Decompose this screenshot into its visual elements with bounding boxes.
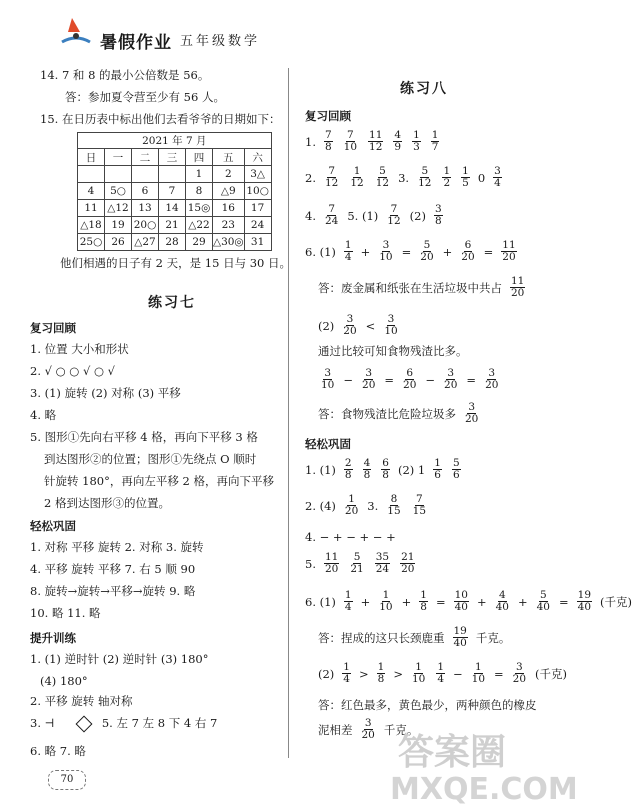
easy-3: 8. 旋转→旋转→平移→旋转 9. 略 — [30, 584, 196, 598]
fraction: $\frac{1}{3}$ — [413, 129, 420, 153]
fraction: $\frac{1}{12}$ — [350, 165, 364, 189]
calendar-cell: 10○ — [244, 183, 271, 200]
calendar-cell: △30◎ — [213, 234, 245, 251]
r-easy-5: 5. $\frac{11}{20}$ $\frac{5}{21}$ $\frac{35}{24}$ $\frac{21}{20}$ — [305, 551, 415, 575]
section-title-8: 练习八 — [400, 81, 448, 97]
calendar-cell: 15◎ — [186, 200, 213, 217]
calendar-cell: 24 — [244, 217, 271, 234]
weekday: 四 — [186, 149, 213, 166]
fraction: $\frac{3}{10}$ — [379, 239, 393, 263]
fraction: $\frac{7}{10}$ — [343, 129, 358, 153]
fraction: $\frac{1}{6}$ — [434, 457, 441, 481]
r-easy-6-eq: 6. (1) $\frac{1}{4}$ + $\frac{1}{10}$ + $\frac{1}{8}$ = $\frac{10}{40}$ + $\frac{4}{40}$ + $\frac{5}{40}$ = $\frac{19}{40}$ (千克) — [305, 589, 632, 613]
fraction: $\frac{1}{4}$ — [343, 661, 350, 685]
fraction: $\frac{1}{8}$ — [420, 589, 427, 613]
improve-4-row — [30, 716, 217, 730]
rotated-t-glyph: 3. ⊣ — [30, 716, 55, 730]
fraction: $\frac{1}{2}$ — [443, 165, 451, 189]
easy-heading: 轻松巩固 — [30, 519, 76, 533]
calendar-cell: 3△ — [244, 166, 271, 183]
fraction: $\frac{1}{7}$ — [431, 129, 439, 153]
calendar-cell — [78, 166, 105, 183]
fraction: $\frac{7}{24}$ — [324, 203, 339, 227]
column-divider — [288, 68, 289, 758]
fraction: $\frac{6}{20}$ — [461, 239, 475, 263]
r-q6-equation: 6. (1) $\frac{1}{4}$ + $\frac{3}{10}$ = $\frac{5}{20}$ + $\frac{6}{20}$ = $\frac{11}{20}$ — [305, 239, 516, 263]
r-q6-2: (2) $\frac{3}{20}$ < $\frac{3}{10}$ — [318, 313, 398, 337]
fraction: $\frac{3}{20}$ — [485, 367, 499, 391]
r-q6-answer2: 答：食物残渣比危险垃圾多 $\frac{3}{20}$ — [318, 401, 479, 425]
fraction: $\frac{7}{8}$ — [324, 129, 332, 153]
weekday: 五 — [213, 149, 245, 166]
calendar-title: 2021 年 7 月 — [78, 133, 272, 149]
fraction: $\frac{7}{15}$ — [412, 493, 427, 517]
fraction: $\frac{3}{20}$ — [361, 717, 375, 741]
calendar-cell: 28 — [159, 234, 186, 251]
calendar-cell: 13 — [132, 200, 159, 217]
fraction: $\frac{21}{20}$ — [401, 551, 415, 575]
calendar-cell — [132, 166, 159, 183]
weekday: 三 — [159, 149, 186, 166]
review-4: 4. 略 — [30, 408, 57, 422]
calendar-cell: 6 — [132, 183, 159, 200]
calendar-cell: 7 — [159, 183, 186, 200]
r-q4q5: 4. $\frac{7}{24}$ 5. (1) $\frac{7}{12}$ (2) $\frac{3}{8}$ — [305, 203, 442, 227]
fraction: $\frac{5}{6}$ — [452, 457, 460, 481]
fraction: $\frac{1}{10}$ — [411, 661, 426, 685]
fraction: $\frac{3}{8}$ — [434, 203, 442, 227]
calendar-cell: 25○ — [78, 234, 105, 251]
watermark-url: MXQE.COM — [390, 772, 578, 807]
r-q6-compare-text: 通过比较可知食物残渣比多。 — [318, 344, 468, 358]
calendar-cell: 5○ — [105, 183, 132, 200]
calendar-cell: △9 — [213, 183, 245, 200]
fraction: $\frac{1}{4}$ — [344, 239, 352, 263]
fraction: $\frac{19}{40}$ — [577, 589, 592, 613]
calendar-cell — [105, 166, 132, 183]
calendar-cell: △27 — [132, 234, 159, 251]
fraction: $\frac{5}{21}$ — [350, 551, 364, 575]
improve-2: (4) 180° — [40, 674, 88, 688]
meet-line: 他们相遇的日子有 2 天，是 15 日与 30 日。 — [60, 256, 292, 270]
improve-1: 1. (1) 逆时针 (2) 逆时针 (3) 180° — [30, 652, 209, 666]
fraction: $\frac{8}{15}$ — [387, 493, 401, 517]
calendar-cell: 23 — [213, 217, 245, 234]
weekday: 一 — [105, 149, 132, 166]
fraction: $\frac{1}{10}$ — [471, 661, 486, 685]
fraction: $\frac{3}{10}$ — [321, 367, 335, 391]
fraction: $\frac{5}{12}$ — [418, 165, 432, 189]
fraction: $\frac{3}{10}$ — [384, 313, 398, 337]
header-logo — [58, 12, 94, 48]
easy-2: 4. 平移 旋转 平移 7. 右 5 顺 90 — [30, 562, 196, 576]
r-easy-6-answer2a: 答：红色最多，黄色最少，两种颜色的橡皮 — [318, 698, 537, 712]
review-heading: 复习回顾 — [30, 321, 76, 335]
calendar-cell: △12 — [105, 200, 132, 217]
fraction: $\frac{4}{40}$ — [495, 589, 509, 613]
fraction: $\frac{5}{20}$ — [420, 239, 434, 263]
calendar-cell: 17 — [244, 200, 271, 217]
improve-5: 6. 略 7. 略 — [30, 744, 86, 758]
calendar-cell: 4 — [78, 183, 105, 200]
calendar-cell: 16 — [213, 200, 245, 217]
r-easy-2: 2. (4) $\frac{1}{20}$ 3. $\frac{8}{15}$ $\frac{7}{15}$ — [305, 493, 427, 517]
fraction: $\frac{1}{8}$ — [377, 661, 385, 685]
fraction: $\frac{5}{12}$ — [375, 165, 390, 189]
review-5d: 2 格到达图形③的位置。 — [44, 496, 170, 510]
r-q6-answer1: 答：废金属和纸张在生活垃圾中共占 $\frac{11}{20}$ — [318, 275, 525, 299]
fraction: $\frac{3}{20}$ — [362, 367, 376, 391]
calendar-cell: 29 — [186, 234, 213, 251]
q14-line1: 14. 7 和 8 的最小公倍数是 56。 — [40, 68, 210, 82]
review-2: 2. √ ○ ○ √ ○ √ — [30, 364, 115, 378]
fraction: $\frac{1}{4}$ — [437, 661, 445, 685]
page-number: 70 — [48, 770, 86, 790]
fraction: $\frac{11}{20}$ — [502, 239, 516, 263]
fraction: $\frac{4}{9}$ — [394, 129, 402, 153]
weekday: 六 — [244, 149, 271, 166]
review-5c: 针旋转 180°，再向左平移 2 格，再向下平移 — [44, 474, 274, 488]
calendar-cell: 26 — [105, 234, 132, 251]
header-subtitle: 五年级数学 — [180, 34, 261, 49]
calendar-cell: 8 — [186, 183, 213, 200]
review-1: 1. 位置 大小和形状 — [30, 342, 129, 356]
fraction: $\frac{1}{4}$ — [344, 589, 352, 613]
watermark-logo: 答案圈 — [398, 732, 507, 773]
improve-4-text: 5. 左 7 左 8 下 4 右 7 — [101, 716, 218, 730]
calendar-cell: 19 — [105, 217, 132, 234]
r-easy-heading: 轻松巩固 — [305, 437, 351, 451]
fraction: $\frac{11}{20}$ — [511, 275, 525, 299]
fraction: $\frac{3}{20}$ — [512, 661, 527, 685]
fraction: $\frac{6}{20}$ — [403, 367, 417, 391]
calendar-cell: △18 — [78, 217, 105, 234]
weekday: 二 — [132, 149, 159, 166]
easy-4: 10. 略 11. 略 — [30, 606, 101, 620]
improve-3: 2. 平移 旋转 轴对称 — [30, 694, 133, 708]
calendar-cell — [159, 166, 186, 183]
q15-line: 15. 在日历表中标出他们去看爷爷的日期如下： — [40, 112, 281, 126]
q14-line2: 答：参加夏令营至少有 56 人。 — [65, 90, 225, 104]
fraction: $\frac{11}{20}$ — [324, 551, 339, 575]
fraction: $\frac{2}{8}$ — [344, 457, 352, 481]
diamond-icon — [76, 716, 93, 733]
r-q1 — [305, 130, 441, 153]
calendar-cell: 20○ — [132, 217, 159, 234]
r-easy-6-answer: 答：捏成的这只长颈鹿重 $\frac{19}{40}$ 千克。 — [318, 625, 511, 649]
fraction: $\frac{19}{40}$ — [453, 625, 467, 649]
r-easy-6-2: (2) $\frac{1}{4}$ > $\frac{1}{8}$ > $\frac{1}{10}$ $\frac{1}{4}$ − $\frac{1}{10}$ = $\frac{3}{20}$ (千克) — [318, 661, 568, 685]
r-q2q3: 2. $\frac{7}{12}$ $\frac{1}{12}$ $\frac{5}{12}$ 3. $\frac{5}{12}$ $\frac{1}{2}$ $\frac{1}{5}$ 0 $\frac{3}{4}$ — [305, 165, 501, 189]
fraction: $\frac{1}{20}$ — [344, 493, 359, 517]
header-title: 暑假作业 — [100, 33, 172, 53]
r-q1-label: 1. — [305, 134, 316, 149]
fraction: $\frac{11}{12}$ — [369, 129, 383, 153]
r-q6-diff: $\frac{3}{10}$ − $\frac{3}{20}$ = $\frac{6}{20}$ − $\frac{3}{20}$ = $\frac{3}{20}$ — [321, 367, 499, 391]
r-easy-4: 4. − + − + − + — [305, 530, 396, 544]
fraction: $\frac{4}{8}$ — [363, 457, 371, 481]
review-5a: 5. 图形①先向右平移 4 格，再向下平移 3 格 — [30, 430, 258, 444]
r-review-heading: 复习回顾 — [305, 109, 351, 123]
easy-1: 1. 对称 平移 旋转 2. 对称 3. 旋转 — [30, 540, 204, 554]
r-easy-1: 1. (1) $\frac{2}{8}$ $\frac{4}{8}$ $\frac{6}{8}$ (2) 1 $\frac{1}{6}$ $\frac{5}{6}$ — [305, 457, 460, 481]
fraction: $\frac{3}{20}$ — [343, 313, 357, 337]
fraction: $\frac{5}{40}$ — [536, 589, 550, 613]
fraction: $\frac{3}{20}$ — [444, 367, 458, 391]
fraction: $\frac{1}{10}$ — [379, 589, 393, 613]
fraction: $\frac{1}{5}$ — [462, 165, 469, 189]
section-title-7: 练习七 — [148, 295, 196, 311]
fraction: $\frac{6}{8}$ — [382, 457, 389, 481]
weekday: 日 — [78, 149, 105, 166]
calendar-cell: 21 — [159, 217, 186, 234]
calendar-cell: 1 — [186, 166, 213, 183]
calendar-table — [77, 132, 272, 251]
fraction: $\frac{7}{12}$ — [324, 165, 339, 189]
calendar-cell: △22 — [186, 217, 213, 234]
review-5b: 到达图形②的位置；图形①先绕点 O 顺时 — [44, 452, 257, 466]
improve-heading: 提升训练 — [30, 631, 76, 645]
calendar-cell: 2 — [213, 166, 245, 183]
fraction: $\frac{10}{40}$ — [454, 589, 468, 613]
calendar-cell: 14 — [159, 200, 186, 217]
calendar-cell: 31 — [244, 234, 271, 251]
calendar-cell: 11 — [78, 200, 105, 217]
review-3: 3. (1) 旋转 (2) 对称 (3) 平移 — [30, 386, 181, 400]
fraction: $\frac{35}{24}$ — [375, 551, 390, 575]
fraction: $\frac{3}{20}$ — [465, 401, 479, 425]
fraction: $\frac{3}{4}$ — [494, 165, 501, 189]
fraction: $\frac{7}{12}$ — [387, 203, 401, 227]
r-easy-6-answer2b: 泥相差 $\frac{3}{20}$ 千克。 — [318, 717, 419, 741]
